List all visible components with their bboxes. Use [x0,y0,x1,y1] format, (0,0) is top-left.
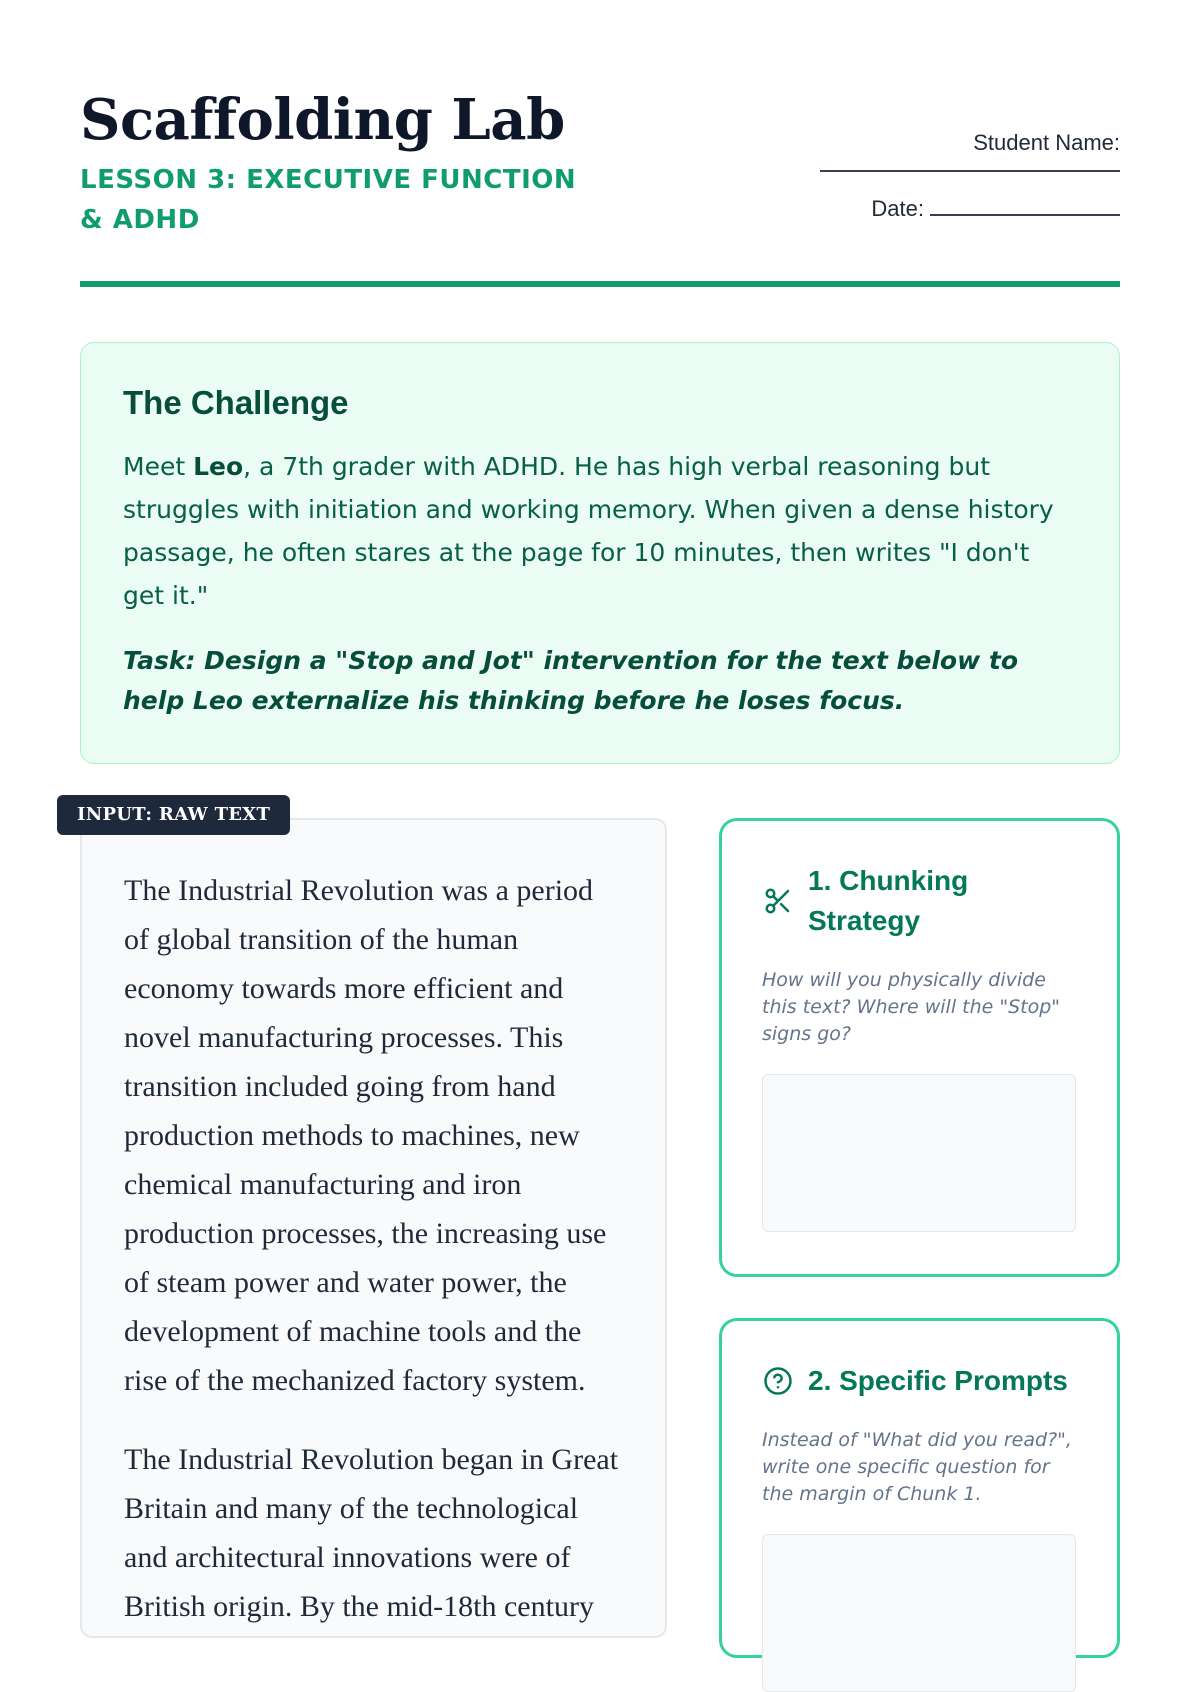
worksheet-header [80,80,1120,288]
raw-text-paragraph: The Industrial Revolution began in Great Britain and many of the technological and architectural innovations were of British origin. By the mid-18th century [124,1443,619,1623]
student-name-blank[interactable] [820,168,1120,172]
card-header [762,1361,1077,1401]
card-hint: Instead of "What did you read?", write one specific question for the margin of Chunk 1. [762,1429,1072,1505]
student-name: Leo [193,452,244,481]
card-header [762,861,1077,941]
lesson-subtitle: LESSON 3: EXECUTIVE FUNCTION & ADHD [80,165,577,235]
header-divider [80,281,1120,287]
challenge-intro-start: Meet [123,452,194,481]
specific-prompts-card [719,1318,1120,1658]
date-field [800,194,1120,224]
challenge-box [80,342,1120,764]
card-title: 2. Specific Prompts [808,1365,1068,1396]
raw-text-paragraph: The Industrial Revolution was a period of global transition of the human economy towards more efficient and novel manufacturing processes. This transition included going from hand production methods to machines, new chemical manufacturing and iron production processes, the increasing use of steam power and water power, the development of machine tools and the rise of the mechanized factory system. [124,874,607,1397]
chunking-answer-field[interactable] [762,1074,1076,1232]
challenge-intro-rest: , a 7th grader with ADHD. He has high verbal reasoning but struggles with initiation and working memory. When given a dense history passage, he often stares at the page for 10 minutes, then writes "I don't get it." [123,452,1054,610]
card-title: 1. Chunking Strategy [808,865,969,936]
student-meta [800,128,1120,224]
prompts-answer-field[interactable] [762,1534,1076,1692]
question-circle-icon [762,1365,794,1397]
date-blank[interactable] [930,196,1120,216]
chunking-strategy-card [719,818,1120,1277]
raw-text-panel [80,818,667,1638]
challenge-task: Task: Design a "Stop and Jot" intervention for the text below to help Leo externalize his thinking before he loses focus. [123,646,1019,715]
challenge-heading: The Challenge [123,384,349,421]
challenge-description [123,445,1077,617]
card-hint: How will you physically divide this text? Where will the "Stop" signs go? [762,969,1061,1045]
date-label: Date: [871,196,924,221]
student-name-label: Student Name: [973,130,1120,155]
page-title: Scaffolding Lab [80,87,565,153]
raw-text-tag: INPUT: RAW TEXT [57,795,290,835]
scissors-icon [762,885,794,917]
